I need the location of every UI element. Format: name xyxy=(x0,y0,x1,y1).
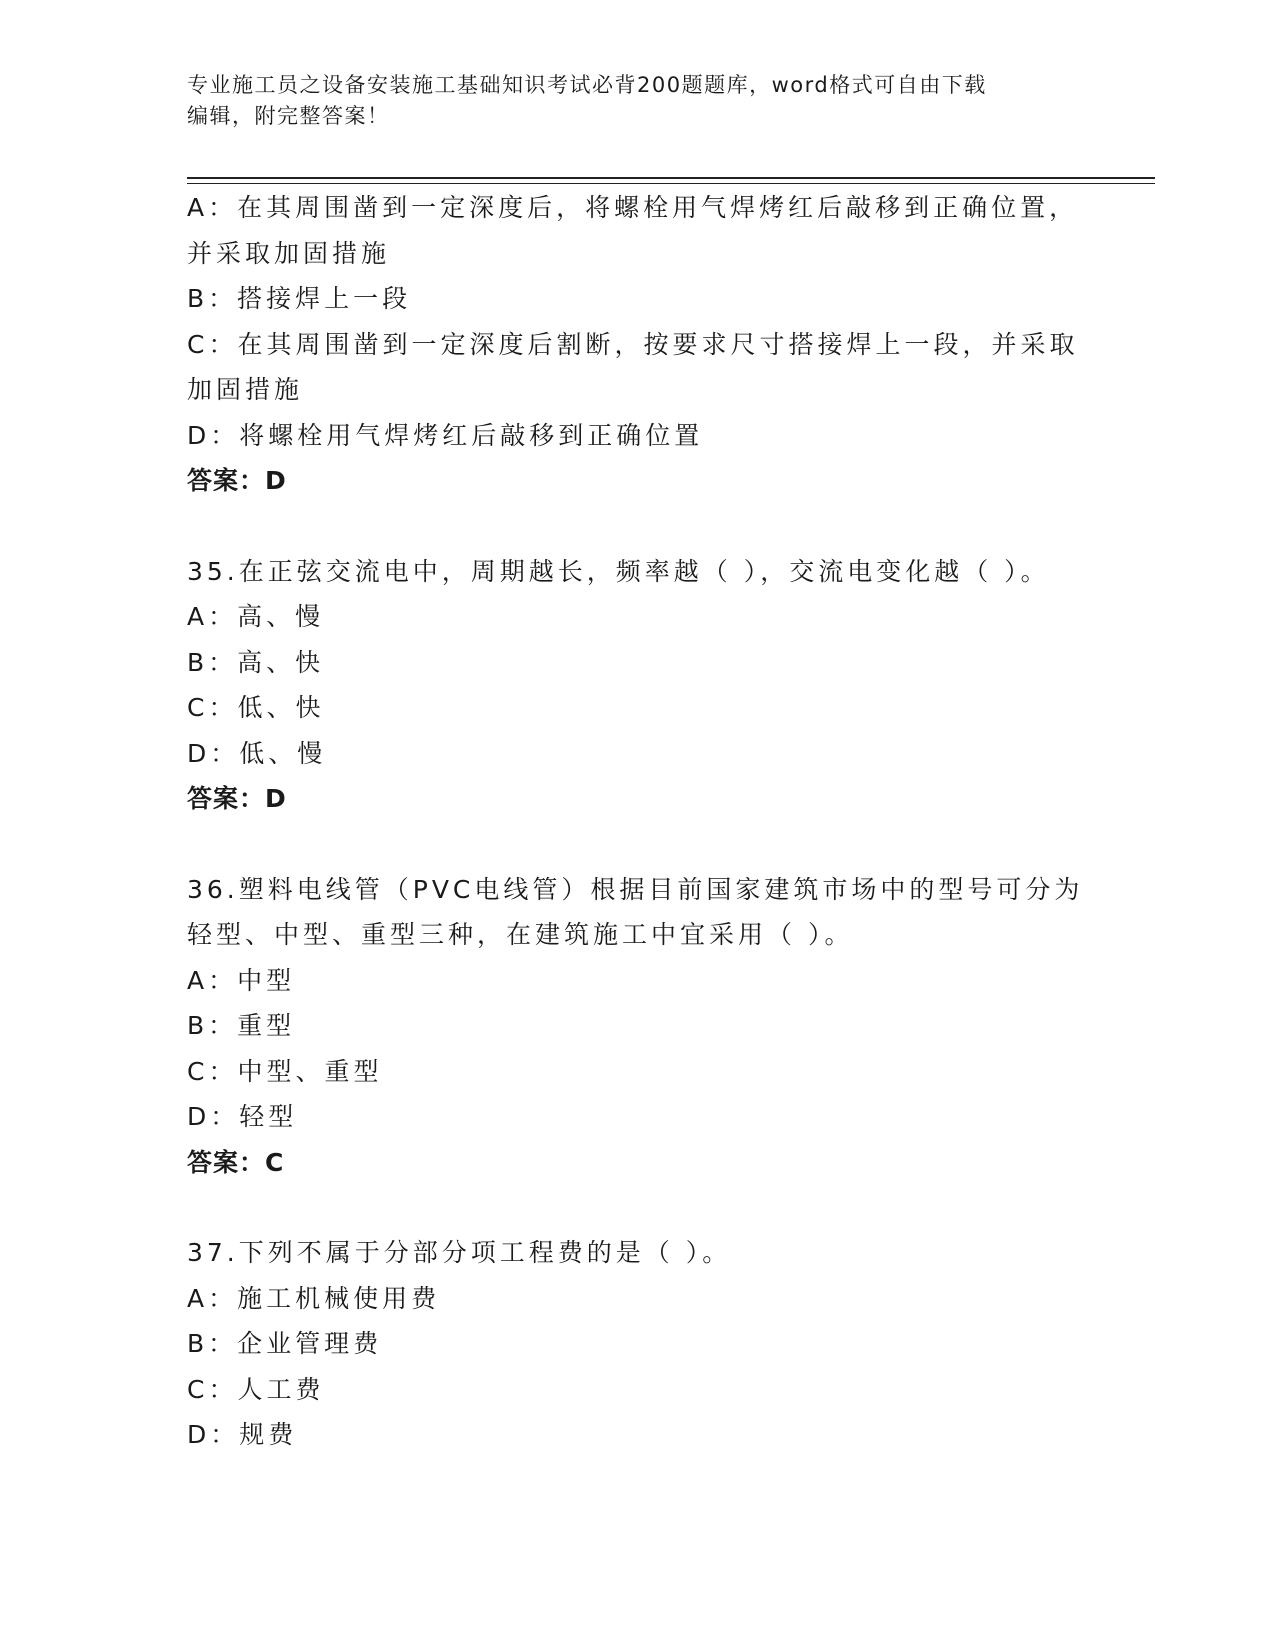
header-divider-thick xyxy=(187,177,1155,179)
option-d: D：将螺栓用气焊烤红后敲移到正确位置 xyxy=(187,420,704,450)
answer: 答案：D xyxy=(187,466,287,495)
option-c: C：人工费 xyxy=(187,1374,325,1404)
option-c: C：中型、重型 xyxy=(187,1056,383,1086)
option-c-line-1: C：在其周围凿到一定深度后割断，按要求尺寸搭接焊上一段，并采取 xyxy=(187,329,1079,359)
question-text-line-2: 轻型、中型、重型三种，在建筑施工中宜采用（ ）。 xyxy=(187,920,854,949)
question-34 xyxy=(187,185,1087,504)
question-text-line-1: 36.塑料电线管（PVC电线管）根据目前国家建筑市场中的型号可分为 xyxy=(187,874,1084,904)
question-text: 37.下列不属于分部分项工程费的是（ ）。 xyxy=(187,1238,732,1267)
option-a: A：施工机械使用费 xyxy=(187,1283,441,1313)
option-c-line-2: 加固措施 xyxy=(187,375,304,404)
option-b: B：搭接焊上一段 xyxy=(187,284,412,313)
question-content xyxy=(187,185,1087,1458)
question-text: 35.在正弦交流电中，周期越长，频率越（ ），交流电变化越（ ）。 xyxy=(187,556,1050,586)
option-c: C：低、快 xyxy=(187,693,325,722)
option-a-line-2: 并采取加固措施 xyxy=(187,238,391,268)
option-b: B：重型 xyxy=(187,1011,296,1040)
question-35 xyxy=(187,549,1087,822)
header-title-line-1: 专业施工员之设备安装施工基础知识考试必背200题题库，word格式可自由下载 xyxy=(187,73,987,97)
option-b: B：企业管理费 xyxy=(187,1329,383,1358)
answer: 答案：D xyxy=(187,784,287,813)
answer: 答案：C xyxy=(187,1147,285,1177)
document-header xyxy=(187,70,1067,132)
header-title-line-2: 编辑，附完整答案！ xyxy=(187,104,390,128)
option-d: D：轻型 xyxy=(187,1102,298,1131)
question-37 xyxy=(187,1230,1087,1458)
option-d: D：低、慢 xyxy=(187,738,327,768)
option-b: B：高、快 xyxy=(187,647,325,677)
option-d: D：规费 xyxy=(187,1420,298,1449)
option-a: A：高、慢 xyxy=(187,602,325,631)
option-a-line-1: A：在其周围凿到一定深度后，将螺栓用气焊烤红后敲移到正确位置， xyxy=(187,193,1079,222)
option-a: A：中型 xyxy=(187,965,296,995)
header-divider-thin xyxy=(187,183,1155,184)
question-36 xyxy=(187,867,1087,1186)
